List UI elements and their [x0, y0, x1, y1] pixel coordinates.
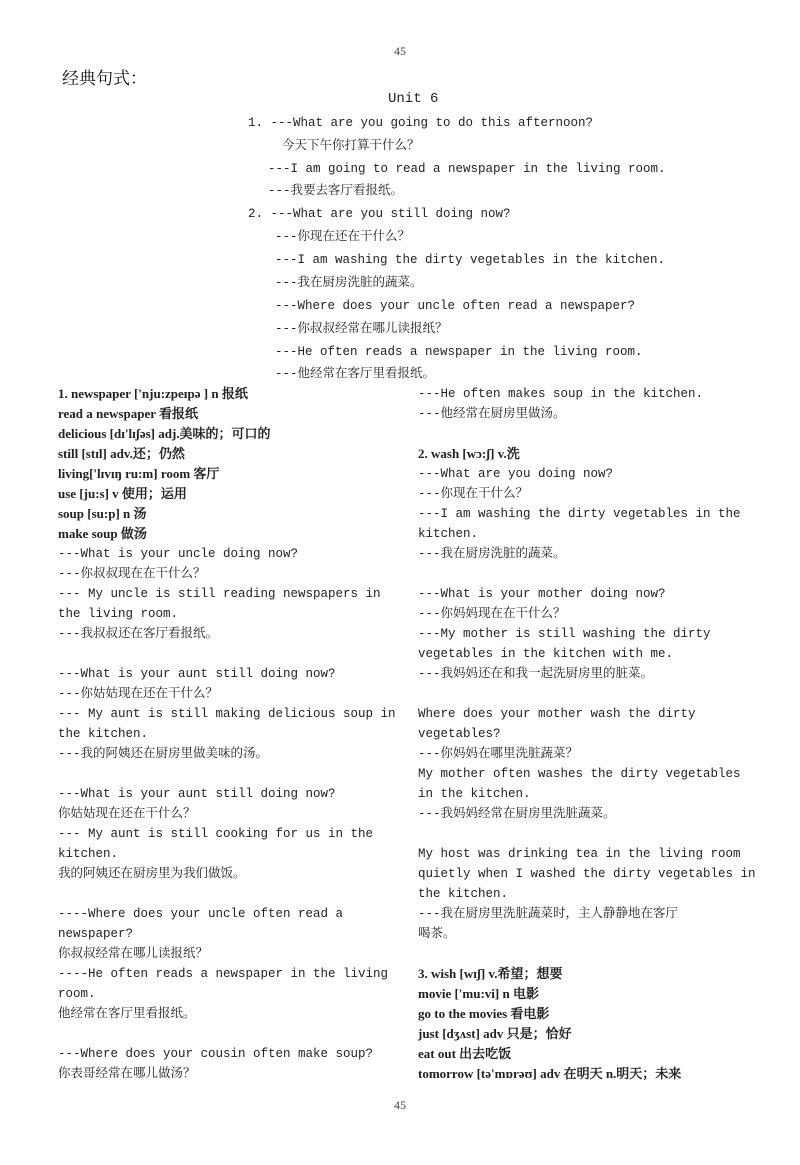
- left-text-line: ----Where does your uncle often read a: [58, 907, 344, 921]
- right-text-line: ---My mother is still washing the dirty: [418, 627, 711, 641]
- right-text-line: My host was drinking tea in the living room: [418, 847, 741, 861]
- left-text-line: the living room.: [58, 607, 179, 621]
- right-text-line: ---我在厨房洗脏的蔬菜。: [418, 547, 566, 561]
- left-text-line: --- My aunt is still making delicious soup in: [58, 707, 396, 721]
- dialogue-line: ---你现在还在干什么？: [275, 230, 411, 244]
- left-text-line: ---Where does your cousin often make soup?: [58, 1047, 374, 1061]
- left-text-line: 他经常在客厅里看报纸。: [58, 1007, 196, 1021]
- left-text-line: 1. newspaper ['nju:zpeɪpə ] n 报纸: [58, 386, 248, 401]
- right-text-line: eat out 出去吃饭: [418, 1046, 512, 1061]
- right-text-line: vegetables in the kitchen with me.: [418, 647, 674, 661]
- page-number-top: 45: [394, 44, 406, 58]
- left-text-line: ---What is your aunt still doing now?: [58, 787, 336, 801]
- left-text-line: --- My uncle is still reading newspapers in: [58, 587, 381, 601]
- left-text-line: 我的阿姨还在厨房里为我们做饭。: [58, 867, 246, 881]
- left-text-line: ---我的阿姨还在厨房里做美味的汤。: [58, 747, 269, 761]
- dialogue-line: ---I am going to read a newspaper in the living room.: [268, 162, 666, 176]
- section-heading: 经典句式：: [62, 69, 147, 89]
- right-text-line: the kitchen.: [418, 887, 509, 901]
- right-text-line: quietly when I washed the dirty vegetables in: [418, 867, 756, 881]
- left-text-line: room.: [58, 987, 96, 1001]
- right-text-line: movie ['mu:vi] n 电影: [418, 986, 539, 1001]
- dialogue-line: ---我要去客厅看报纸。: [268, 184, 404, 198]
- dialogue-line: ---你叔叔经常在哪儿读报纸？: [275, 322, 448, 336]
- dialogue-line: 1. ---What are you going to do this afternoon?: [248, 116, 594, 130]
- left-text-line: ---What is your aunt still doing now?: [58, 667, 336, 681]
- dialogue-line: ---I am washing the dirty vegetables in the kitchen.: [275, 253, 666, 267]
- right-text-line: kitchen.: [418, 527, 479, 541]
- left-text-line: ---你叔叔现在在干什么？: [58, 567, 206, 581]
- left-text-line: use [ju:s] v 使用；运用: [58, 486, 187, 501]
- dialogue-line: 今天下午你打算干什么？: [282, 139, 420, 153]
- left-text-line: 你表哥经常在哪儿做汤？: [58, 1067, 196, 1081]
- right-text-line: go to the movies 看电影: [418, 1006, 550, 1021]
- dialogue-line: ---He often reads a newspaper in the living room.: [275, 345, 643, 359]
- right-text-line: ---我妈妈经常在厨房里洗脏蔬菜。: [418, 807, 616, 821]
- left-text-line: ---What is your uncle doing now?: [58, 547, 299, 561]
- left-text-line: 你叔叔经常在哪儿读报纸？: [58, 947, 209, 961]
- left-text-line: --- My aunt is still cooking for us in the: [58, 827, 374, 841]
- right-text-line: ---你妈妈在哪里洗脏蔬菜？: [418, 747, 579, 761]
- left-text-line: 你姑姑现在还在干什么？: [58, 807, 196, 821]
- left-text-line: read a newspaper 看报纸: [58, 406, 198, 421]
- right-text-line: ---He often makes soup in the kitchen.: [418, 387, 704, 401]
- right-text-line: vegetables?: [418, 727, 501, 741]
- right-text-line: ---你现在干什么？: [418, 487, 529, 501]
- dialogue-line: ---我在厨房洗脏的蔬菜。: [275, 276, 423, 290]
- left-text-line: make soup 做汤: [58, 526, 147, 541]
- right-text-line: ---我妈妈还在和我一起洗厨房里的脏菜。: [418, 667, 654, 681]
- right-text-line: ---I am washing the dirty vegetables in the: [418, 507, 741, 521]
- left-text-line: ---我叔叔还在客厅看报纸。: [58, 627, 219, 641]
- right-text-line: in the kitchen.: [418, 787, 531, 801]
- right-text-line: tomorrow [tə'mɒrəʊ] adv 在明天 n.明天；未来: [418, 1066, 682, 1081]
- right-text-line: just [dʒʌst] adv 只是；恰好: [418, 1026, 572, 1041]
- left-text-line: living['lɪvɪŋ ru:m] room 客厅: [58, 466, 220, 481]
- right-text-line: 3. wish [wɪʃ] v.希望；想要: [418, 966, 563, 981]
- left-text-line: ----He often reads a newspaper in the living: [58, 967, 389, 981]
- dialogue-line: 2. ---What are you still doing now?: [248, 207, 511, 221]
- right-text-line: 2. wash [wɔ:ʃ] v.洗: [418, 446, 520, 461]
- left-text-line: still [stɪl] adv.还；仍然: [58, 446, 185, 461]
- left-text-line: soup [su:p] n 汤: [58, 506, 147, 521]
- left-text-line: delicious [dɪ'lɪʃəs] adj.美味的；可口的: [58, 426, 271, 441]
- page-number-bottom: 45: [394, 1098, 406, 1112]
- right-text-line: ---What are you doing now?: [418, 467, 614, 481]
- left-text-line: ---你姑姑现在还在干什么？: [58, 687, 219, 701]
- right-text-line: ---你妈妈现在在干什么？: [418, 607, 566, 621]
- right-text-line: 喝茶。: [418, 927, 456, 941]
- right-text-line: ---What is your mother doing now?: [418, 587, 666, 601]
- left-text-line: kitchen.: [58, 847, 119, 861]
- dialogue-line: ---他经常在客厅里看报纸。: [275, 367, 436, 381]
- right-text-line: ---我在厨房里洗脏蔬菜时，主人静静地在客厅: [418, 907, 679, 921]
- left-text-line: the kitchen.: [58, 727, 149, 741]
- left-text-line: newspaper?: [58, 927, 134, 941]
- right-text-line: My mother often washes the dirty vegetables: [418, 767, 741, 781]
- right-text-line: ---他经常在厨房里做汤。: [418, 407, 566, 421]
- right-text-line: Where does your mother wash the dirty: [418, 707, 696, 721]
- unit-title: Unit 6: [388, 91, 439, 107]
- dialogue-line: ---Where does your uncle often read a newspaper?: [275, 299, 636, 313]
